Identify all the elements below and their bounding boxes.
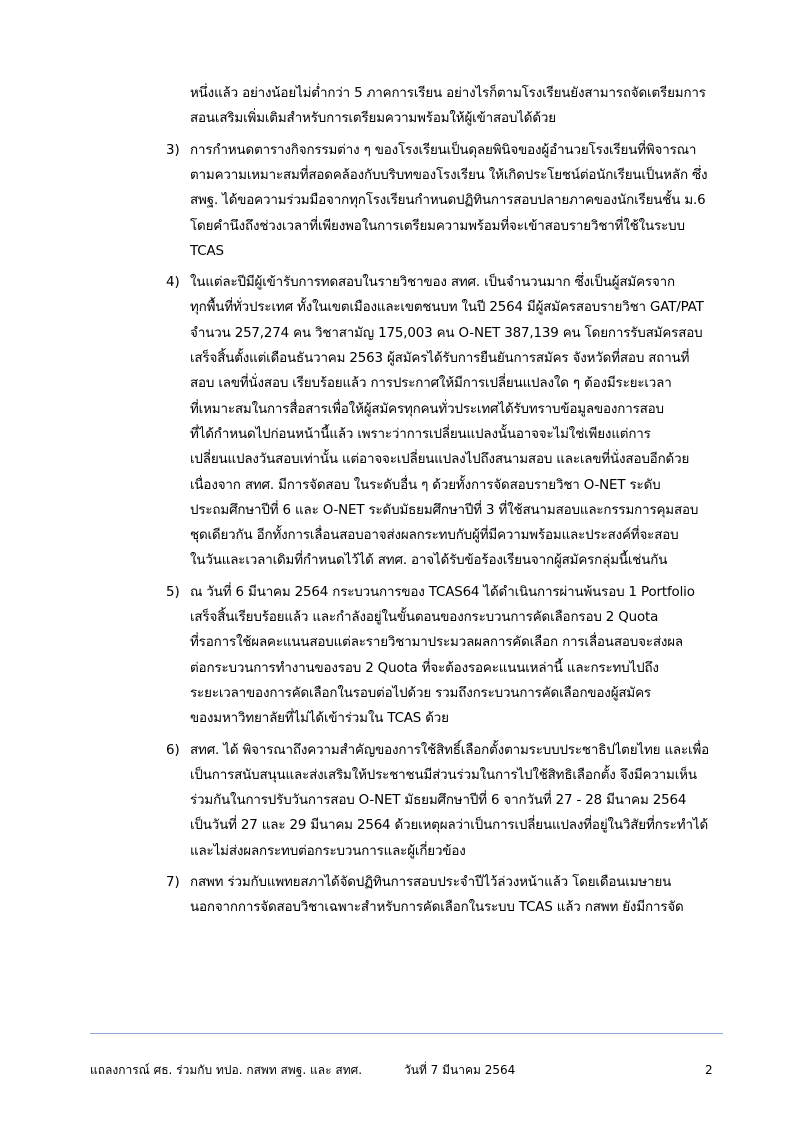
list-item-line: ที่รอการใช้ผลคะแนนสอบแต่ละรายวิชามาประมวลผลการคัดเลือก การเลื่อนสอบจะส่งผล bbox=[190, 635, 683, 651]
paragraph-line: สอนเสริมเพิ่มเติมสำหรับการเตรียมความพร้อมให้ผู้เข้าสอบได้ด้วย bbox=[190, 111, 556, 127]
list-item-line: ในแต่ละปีมีผู้เข้ารับการทดสอบในรายวิชาของ สทศ. เป็นจำนวนมาก ซึ่งเป็นผู้สมัครจาก bbox=[190, 275, 675, 291]
list-item-line: ชุดเดียวกัน อีกทั้งการเลื่อนสอบอาจส่งผลกระทบกับผู้ที่มีความพร้อมและประสงค์ที่จะสอบ bbox=[190, 528, 679, 544]
list-item-number: 3) bbox=[166, 142, 180, 158]
list-item-line: ทุกพื้นที่ทั่วประเทศ ทั้งในเขตเมืองและเขตชนบท ในปี 2564 มีผู้สมัครสอบรายวิชา GAT/PAT bbox=[190, 300, 704, 316]
list-item-line: และไม่ส่งผลกระทบต่อกระบวนการและผู้เกี่ยวข้อง bbox=[190, 843, 466, 859]
list-item-line: นอกจากการจัดสอบวิชาเฉพาะสำหรับการคัดเลือกในระบบ TCAS แล้ว กสพท ยังมีการจัด bbox=[190, 900, 684, 916]
list-item-line: ร่วมกันในการปรับวันการสอบ O-NET มัธยมศึกษาปีที่ 6 จากวันที่ 27 - 28 มีนาคม 2564 bbox=[190, 793, 687, 809]
list-item-number: 6) bbox=[166, 742, 180, 758]
list-item-line: กสพท ร่วมกับแพทยสภาได้จัดปฏิทินการสอบประจำปีไว้ล่วงหน้าแล้ว โดยเดือนเมษายน bbox=[190, 875, 672, 890]
footer-divider bbox=[90, 1033, 723, 1034]
list-item-line: ของมหาวิทยาลัยที่ไม่ได้เข้าร่วมใน TCAS ด้วย bbox=[190, 711, 449, 727]
list-item-line: จำนวน 257,274 คน วิชาสามัญ 175,003 คน O-NET 387,139 คน โดยการรับสมัครสอบ bbox=[190, 325, 703, 341]
list-item-line: TCAS bbox=[190, 243, 224, 259]
list-item-line: ตามความเหมาะสมที่สอดคล้องกับบริบทของโรงเรียน ให้เกิดประโยชน์ต่อนักเรียนเป็นหลัก ซึ่ง bbox=[190, 167, 708, 183]
list-item-line: ที่เหมาะสมในการสื่อสารเพื่อให้ผู้สมัครทุกคนทั่วประเทศได้รับทราบข้อมูลของการสอบ bbox=[190, 401, 664, 417]
list-item-line: สอบ เลขที่นั่งสอบ เรียบร้อยแล้ว การประกาศให้มีการเปลี่ยนแปลงใด ๆ ต้องมีระยะเวลา bbox=[190, 376, 672, 392]
list-item-line: เสร็จสิ้นตั้งแต่เดือนธันวาคม 2563 ผู้สมัครได้รับการยืนยันการสมัคร จังหวัดที่สอบ สถานที่ bbox=[190, 351, 690, 366]
list-item-line: สทศ. ได้ พิจารณาถึงความสำคัญของการใช้สิทธิ์เลือกตั้งตามระบบประชาธิปไตยไทย และเพื่อ bbox=[190, 742, 710, 758]
footer-date: วันที่ 7 มีนาคม 2564 bbox=[404, 1063, 516, 1077]
list-item-line: ที่ได้กำหนดไปก่อนหน้านี้แล้ว เพราะว่าการเปลี่ยนแปลงนั้นอาจจะไม่ใช่เพียงแต่การ bbox=[190, 426, 651, 442]
list-item-line: เสร็จสิ้นเรียบร้อยแล้ว และกำลังอยู่ในขั้นตอนของกระบวนการคัดเลือกรอบ 2 Quota bbox=[190, 610, 659, 625]
list-item-line: เป็นการสนับสนุนและส่งเสริมให้ประชาชนมีส่วนร่วมในการไปใช้สิทธิเลือกตั้ง จึงมีความเห็น bbox=[190, 767, 697, 783]
list-item-line: เป็นวันที่ 27 และ 29 มีนาคม 2564 ด้วยเหตุผลว่าเป็นการเปลี่ยนแปลงที่อยู่ในวิสัยที่กระทำได้ bbox=[190, 818, 709, 834]
paragraph-line: หนึ่งแล้ว อย่างน้อยไม่ต่ำกว่า 5 ภาคการเรียน อย่างไรก็ตามโรงเรียนยังสามารถจัดเตรียมการ bbox=[190, 86, 706, 101]
list-item-line: เปลี่ยนแปลงวันสอบเท่านั้น แต่อาจจะเปลี่ยนแปลงไปถึงสนามสอบ และเลขที่นั่งสอบอีกด้วย bbox=[190, 452, 690, 468]
list-item-line: การกำหนดตารางกิจกรรมต่าง ๆ ของโรงเรียนเป็นดุลยพินิจของผู้อำนวยโรงเรียนที่พิจารณา bbox=[190, 142, 697, 158]
list-item-line: โดยคำนึงถึงช่วงเวลาที่เพียงพอในการเตรียมความพร้อมที่จะเข้าสอบรายวิชาที่ใช้ในระบบ bbox=[190, 218, 685, 234]
list-item-line: ประถมศึกษาปีที่ 6 และ O-NET ระดับมัธยมศึกษาปีที่ 3 ที่ใช้สนามสอบและกรรมการคุมสอบ bbox=[190, 502, 699, 518]
list-item-number: 7) bbox=[166, 875, 180, 890]
list-item-number: 4) bbox=[166, 275, 180, 291]
list-item-line: ระยะเวลาของการคัดเลือกในรอบต่อไปด้วย รวมถึงกระบวนการคัดเลือกของผู้สมัคร bbox=[190, 685, 651, 701]
page-number: 2 bbox=[705, 1063, 713, 1077]
list-item-line: ณ วันที่ 6 มีนาคม 2564 กระบวนการของ TCAS64 ได้ดำเนินการผ่านพ้นรอบ 1 Portfolio bbox=[190, 584, 695, 600]
list-item-line: ต่อกระบวนการทำงานของรอบ 2 Quota ที่จะต้องรอคะแนนเหล่านี้ และกระทบไปถึง bbox=[190, 660, 659, 676]
list-item-number: 5) bbox=[166, 584, 180, 600]
list-item-line: เนื่องจาก สทศ. มีการจัดสอบ ในระดับอื่น ๆ ด้วยทั้งการจัดสอบรายวิชา O-NET ระดับ bbox=[190, 477, 661, 493]
list-item-line: ในวันและเวลาเดิมที่กำหนดไว้ได้ สทศ. อาจได้รับข้อร้องเรียนจากผู้สมัครกลุ่มนี้เช่นกัน bbox=[190, 553, 668, 569]
footer-statement-title: แถลงการณ์ ศธ. ร่วมกับ ทปอ. กสพท สพฐ. และ สทศ. bbox=[90, 1063, 363, 1077]
list-item-line: สพฐ. ได้ขอความร่วมมือจากทุกโรงเรียนกำหนดปฏิทินการสอบปลายภาคของนักเรียนชั้น ม.6 bbox=[190, 193, 706, 209]
